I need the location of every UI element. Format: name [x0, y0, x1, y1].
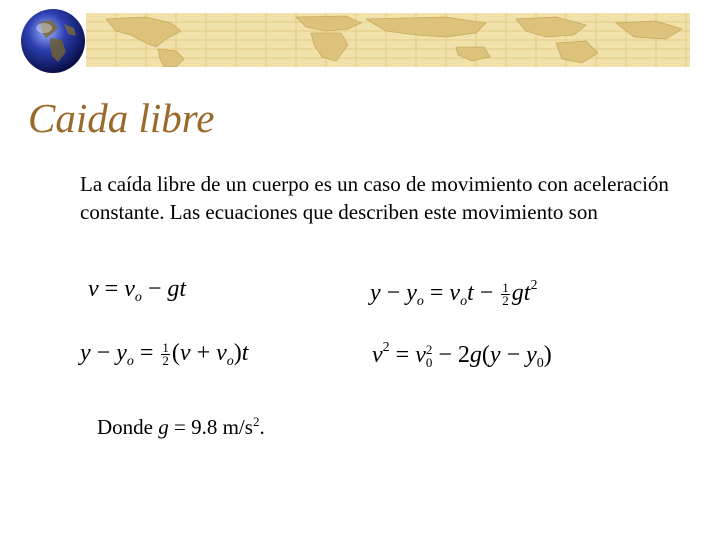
world-map-banner [86, 13, 690, 67]
equation-velocity: $v = v_o$ − gt [88, 276, 187, 305]
note-prefix: Donde [97, 415, 159, 439]
slide-title: Caida libre [28, 95, 215, 141]
gravity-note [97, 414, 265, 440]
equation-position-average: $y - y_o$ = $\frac{1}{2}$ $(v + v_o)t$ [80, 339, 249, 369]
note-exponent: 2 [252, 414, 260, 429]
note-suffix: . [259, 415, 265, 439]
equation-velocity-squared: $v^2 = v$ 2 0 − $2g(y - y_0)$ [372, 340, 552, 371]
globe-icon [20, 8, 86, 74]
globe-graphic [20, 8, 86, 74]
world-map-graphic [86, 13, 690, 67]
note-value: = 9.8 m/s [168, 415, 253, 439]
intro-paragraph: La caída libre de un cuerpo es un caso de movimiento con aceleración constante. Las ecuaciones que describen este movimiento son [80, 172, 669, 224]
equation-position-time: $y - y_o = v_ot$ − $\frac{1}{2}$ $gt^2$ [370, 278, 538, 309]
note-var: g [158, 415, 169, 439]
